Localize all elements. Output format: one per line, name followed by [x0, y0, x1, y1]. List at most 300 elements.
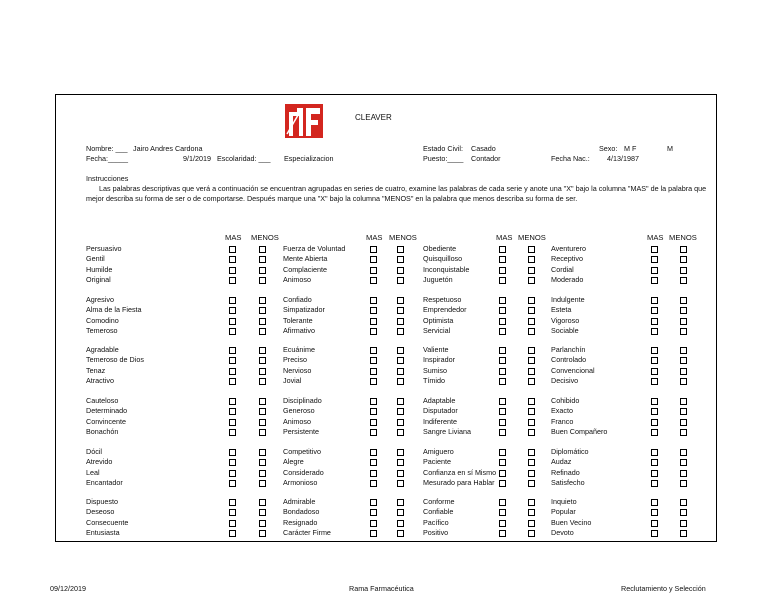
menos-checkbox[interactable] [680, 398, 687, 405]
word-label: Controlado [551, 355, 587, 365]
menos-checkbox[interactable] [259, 328, 266, 335]
word-label: Convencional [551, 365, 595, 375]
menos-checkbox[interactable] [680, 449, 687, 456]
mas-column-header: MAS [225, 233, 242, 242]
menos-checkbox[interactable] [528, 398, 535, 405]
menos-checkbox[interactable] [680, 419, 687, 426]
fecha-nac-label: Fecha Nac.: [551, 154, 590, 163]
mas-checkbox[interactable] [499, 307, 506, 314]
mas-checkbox[interactable] [651, 267, 658, 274]
menos-checkbox[interactable] [680, 297, 687, 304]
word-label: Positivo [423, 527, 449, 537]
menos-checkbox[interactable] [528, 419, 535, 426]
form-title: CLEAVER [355, 113, 392, 122]
mas-checkbox[interactable] [651, 277, 658, 284]
menos-column-header: MENOS [389, 233, 417, 242]
mas-checkbox[interactable] [370, 368, 377, 375]
mas-checkbox[interactable] [370, 499, 377, 506]
word-label: Parlanchín [551, 345, 586, 354]
menos-checkbox[interactable] [397, 530, 404, 537]
mas-checkbox[interactable] [499, 277, 506, 284]
mas-checkbox[interactable] [229, 449, 236, 456]
menos-checkbox[interactable] [528, 357, 535, 364]
menos-checkbox[interactable] [259, 318, 266, 325]
menos-checkbox[interactable] [680, 520, 687, 527]
menos-checkbox[interactable] [397, 307, 404, 314]
word-label: Confiado [283, 295, 312, 304]
menos-checkbox[interactable] [528, 328, 535, 335]
word-label: Aventurero [551, 244, 587, 253]
mas-column-header: MAS [496, 233, 513, 242]
menos-checkbox[interactable] [680, 328, 687, 335]
mas-checkbox[interactable] [370, 277, 377, 284]
menos-checkbox[interactable] [680, 318, 687, 325]
word-label: Atractivo [86, 375, 114, 385]
menos-checkbox[interactable] [528, 499, 535, 506]
mas-checkbox[interactable] [651, 307, 658, 314]
mas-checkbox[interactable] [651, 297, 658, 304]
menos-checkbox[interactable] [259, 449, 266, 456]
word-label: Cohibido [551, 396, 580, 405]
word-label: Jovial [283, 375, 302, 385]
mas-checkbox[interactable] [370, 530, 377, 537]
word-label: Sangre Liviana [423, 426, 471, 436]
word-label: Cauteloso [86, 396, 119, 405]
menos-checkbox[interactable] [259, 246, 266, 253]
menos-checkbox[interactable] [680, 499, 687, 506]
mas-checkbox[interactable] [370, 318, 377, 325]
mas-checkbox[interactable] [229, 328, 236, 335]
menos-checkbox[interactable] [397, 470, 404, 477]
word-label: Emprendedor [423, 305, 467, 315]
mas-checkbox[interactable] [229, 267, 236, 274]
menos-checkbox[interactable] [528, 378, 535, 385]
menos-checkbox[interactable] [259, 378, 266, 385]
word-label: Determinado [86, 406, 128, 416]
word-label: Bondadoso [283, 507, 320, 517]
menos-checkbox[interactable] [259, 530, 266, 537]
word-label: Afirmativo [283, 325, 315, 335]
menos-checkbox[interactable] [680, 530, 687, 537]
menos-checkbox[interactable] [259, 267, 266, 274]
word-label: Deseoso [86, 507, 115, 517]
menos-checkbox[interactable] [680, 470, 687, 477]
mas-checkbox[interactable] [229, 297, 236, 304]
mas-checkbox[interactable] [370, 307, 377, 314]
menos-checkbox[interactable] [528, 368, 535, 375]
mas-checkbox[interactable] [499, 328, 506, 335]
word-label: Sumiso [423, 365, 447, 375]
word-label: Indiferente [423, 416, 457, 426]
menos-checkbox[interactable] [528, 408, 535, 415]
menos-checkbox[interactable] [680, 480, 687, 487]
menos-checkbox[interactable] [528, 530, 535, 537]
menos-checkbox[interactable] [680, 429, 687, 436]
menos-checkbox[interactable] [397, 449, 404, 456]
word-label: Temeroso de Dios [86, 355, 144, 365]
escolaridad-value: Especializacion [284, 154, 334, 163]
word-label: Consecuente [86, 517, 129, 527]
word-label: Confianza en sí Mismo [423, 467, 497, 477]
word-label: Inconquistable [423, 264, 470, 274]
word-label: Simpatizador [283, 305, 325, 315]
word-label: Refinado [551, 467, 580, 477]
menos-checkbox[interactable] [680, 459, 687, 466]
word-label: Quisquilloso [423, 254, 463, 264]
menos-checkbox[interactable] [528, 307, 535, 314]
mas-checkbox[interactable] [370, 459, 377, 466]
mas-checkbox[interactable] [370, 347, 377, 354]
word-label: Conforme [423, 497, 455, 506]
mas-checkbox[interactable] [651, 328, 658, 335]
sexo-options: M F [624, 144, 637, 153]
menos-checkbox[interactable] [259, 277, 266, 284]
word-label: Franco [551, 416, 574, 426]
word-label: Preciso [283, 355, 307, 365]
mas-checkbox[interactable] [651, 470, 658, 477]
mas-checkbox[interactable] [370, 520, 377, 527]
word-label: Ecuánime [283, 345, 315, 354]
word-label: Dispuesto [86, 497, 118, 506]
word-label: Inspirador [423, 355, 455, 365]
mas-checkbox[interactable] [229, 499, 236, 506]
menos-checkbox[interactable] [680, 277, 687, 284]
word-label: Exacto [551, 406, 573, 416]
word-label: Respetuoso [423, 295, 462, 304]
menos-checkbox[interactable] [397, 368, 404, 375]
menos-checkbox[interactable] [680, 509, 687, 516]
escolaridad-label: Escolaridad: ___ [217, 154, 271, 163]
mas-checkbox[interactable] [229, 429, 236, 436]
menos-checkbox[interactable] [528, 347, 535, 354]
word-label: Indulgente [551, 295, 585, 304]
menos-checkbox[interactable] [259, 509, 266, 516]
mas-checkbox[interactable] [229, 480, 236, 487]
footer-date: 09/12/2019 [50, 584, 86, 593]
word-label: Servicial [423, 325, 451, 335]
mas-checkbox[interactable] [499, 520, 506, 527]
mas-checkbox[interactable] [651, 509, 658, 516]
mas-checkbox[interactable] [499, 256, 506, 263]
nombre-value: Jairo Andres Cardona [133, 144, 203, 153]
mas-checkbox[interactable] [229, 357, 236, 364]
mas-checkbox[interactable] [229, 318, 236, 325]
mas-checkbox[interactable] [370, 378, 377, 385]
menos-checkbox[interactable] [528, 509, 535, 516]
menos-checkbox[interactable] [528, 277, 535, 284]
menos-checkbox[interactable] [259, 357, 266, 364]
word-label: Satisfecho [551, 477, 585, 487]
word-label: Sociable [551, 325, 579, 335]
mas-checkbox[interactable] [499, 368, 506, 375]
word-label: Buen Compañero [551, 426, 608, 436]
sexo-value: M [667, 144, 673, 153]
mas-checkbox[interactable] [229, 530, 236, 537]
mas-checkbox[interactable] [229, 307, 236, 314]
menos-checkbox[interactable] [528, 256, 535, 263]
menos-checkbox[interactable] [397, 328, 404, 335]
menos-checkbox[interactable] [397, 297, 404, 304]
menos-column-header: MENOS [518, 233, 546, 242]
mas-checkbox[interactable] [229, 378, 236, 385]
mas-checkbox[interactable] [229, 256, 236, 263]
menos-checkbox[interactable] [397, 347, 404, 354]
menos-checkbox[interactable] [528, 297, 535, 304]
nombre-label: Nombre: ___ [86, 144, 128, 153]
mas-checkbox[interactable] [370, 470, 377, 477]
mas-checkbox[interactable] [499, 470, 506, 477]
menos-checkbox[interactable] [528, 267, 535, 274]
word-label: Considerado [283, 467, 324, 477]
fecha-value: 9/1/2019 [183, 154, 211, 163]
mas-checkbox[interactable] [370, 256, 377, 263]
menos-checkbox[interactable] [397, 499, 404, 506]
word-label: Moderado [551, 274, 584, 284]
mas-checkbox[interactable] [229, 408, 236, 415]
mas-checkbox[interactable] [499, 347, 506, 354]
menos-checkbox[interactable] [259, 256, 266, 263]
word-label: Alegre [283, 457, 304, 467]
menos-checkbox[interactable] [397, 398, 404, 405]
word-label: Admirable [283, 497, 316, 506]
word-label: Valiente [423, 345, 449, 354]
mas-checkbox[interactable] [229, 459, 236, 466]
mas-checkbox[interactable] [499, 378, 506, 385]
menos-checkbox[interactable] [680, 307, 687, 314]
mas-checkbox[interactable] [229, 470, 236, 477]
menos-checkbox[interactable] [397, 267, 404, 274]
menos-checkbox[interactable] [397, 277, 404, 284]
menos-checkbox[interactable] [259, 520, 266, 527]
menos-checkbox[interactable] [259, 408, 266, 415]
mas-checkbox[interactable] [229, 419, 236, 426]
menos-checkbox[interactable] [397, 509, 404, 516]
menos-checkbox[interactable] [397, 318, 404, 325]
word-label: Gentil [86, 254, 105, 264]
instructions-heading: Instrucciones [86, 174, 129, 183]
word-label: Paciente [423, 457, 451, 467]
company-logo [285, 104, 323, 138]
word-label: Agresivo [86, 295, 114, 304]
mas-checkbox[interactable] [370, 246, 377, 253]
menos-checkbox[interactable] [259, 307, 266, 314]
word-label: Disciplinado [283, 396, 322, 405]
word-label: Comodino [86, 315, 119, 325]
mas-checkbox[interactable] [651, 459, 658, 466]
mas-checkbox[interactable] [370, 398, 377, 405]
mas-checkbox[interactable] [499, 318, 506, 325]
word-label: Animoso [283, 416, 311, 426]
mas-checkbox[interactable] [229, 277, 236, 284]
word-label: Popular [551, 507, 576, 517]
menos-checkbox[interactable] [397, 256, 404, 263]
menos-checkbox[interactable] [680, 357, 687, 364]
mas-checkbox[interactable] [499, 246, 506, 253]
menos-checkbox[interactable] [397, 429, 404, 436]
menos-checkbox[interactable] [397, 419, 404, 426]
word-label: Leal [86, 467, 100, 477]
menos-checkbox[interactable] [397, 480, 404, 487]
mas-checkbox[interactable] [651, 480, 658, 487]
mas-checkbox[interactable] [651, 408, 658, 415]
mas-column-header: MAS [647, 233, 664, 242]
mas-checkbox[interactable] [499, 429, 506, 436]
menos-checkbox[interactable] [259, 499, 266, 506]
word-label: Dócil [86, 447, 102, 456]
word-label: Inquieto [551, 497, 577, 506]
mas-checkbox[interactable] [229, 520, 236, 527]
mas-checkbox[interactable] [499, 297, 506, 304]
menos-checkbox[interactable] [259, 368, 266, 375]
mas-checkbox[interactable] [651, 378, 658, 385]
menos-column-header: MENOS [251, 233, 279, 242]
mas-checkbox[interactable] [370, 509, 377, 516]
menos-checkbox[interactable] [680, 267, 687, 274]
mas-checkbox[interactable] [370, 297, 377, 304]
mas-checkbox[interactable] [651, 499, 658, 506]
menos-checkbox[interactable] [528, 449, 535, 456]
menos-checkbox[interactable] [528, 318, 535, 325]
mas-checkbox[interactable] [370, 429, 377, 436]
mas-checkbox[interactable] [370, 328, 377, 335]
fecha-label: Fecha:_____ [86, 154, 128, 163]
menos-checkbox[interactable] [259, 398, 266, 405]
mas-checkbox[interactable] [499, 480, 506, 487]
mas-checkbox[interactable] [651, 347, 658, 354]
menos-checkbox[interactable] [397, 459, 404, 466]
word-label: Confiable [423, 507, 454, 517]
menos-checkbox[interactable] [397, 408, 404, 415]
word-label: Original [86, 274, 111, 284]
word-label: Diplomático [551, 447, 589, 456]
word-label: Juguetón [423, 274, 453, 284]
mas-checkbox[interactable] [499, 357, 506, 364]
mas-checkbox[interactable] [370, 357, 377, 364]
menos-checkbox[interactable] [528, 429, 535, 436]
mas-checkbox[interactable] [229, 398, 236, 405]
word-label: Humilde [86, 264, 113, 274]
mas-checkbox[interactable] [370, 408, 377, 415]
mas-checkbox[interactable] [651, 520, 658, 527]
footer-right: Reclutamiento y Selección [621, 584, 706, 593]
menos-checkbox[interactable] [680, 408, 687, 415]
word-label: Pacífico [423, 517, 449, 527]
menos-column-header: MENOS [669, 233, 697, 242]
menos-checkbox[interactable] [397, 378, 404, 385]
mas-checkbox[interactable] [651, 429, 658, 436]
menos-checkbox[interactable] [528, 480, 535, 487]
word-label: Optimista [423, 315, 454, 325]
mas-checkbox[interactable] [499, 459, 506, 466]
word-label: Tolerante [283, 315, 313, 325]
word-label: Convincente [86, 416, 126, 426]
menos-checkbox[interactable] [259, 419, 266, 426]
word-label: Decisivo [551, 375, 579, 385]
word-label: Generoso [283, 406, 315, 416]
menos-checkbox[interactable] [680, 256, 687, 263]
word-label: Fuerza de Voluntad [283, 244, 346, 253]
menos-checkbox[interactable] [680, 347, 687, 354]
word-label: Alma de la Fiesta [86, 305, 142, 315]
mas-checkbox[interactable] [651, 318, 658, 325]
mas-checkbox[interactable] [499, 449, 506, 456]
sexo-label: Sexo: [599, 144, 618, 153]
fecha-nac-value: 4/13/1987 [607, 154, 639, 163]
word-label: Vigoroso [551, 315, 580, 325]
mas-checkbox[interactable] [651, 368, 658, 375]
mas-checkbox[interactable] [499, 419, 506, 426]
mas-checkbox[interactable] [651, 246, 658, 253]
mas-checkbox[interactable] [651, 256, 658, 263]
menos-checkbox[interactable] [397, 520, 404, 527]
menos-checkbox[interactable] [259, 429, 266, 436]
estado-civil-value: Casado [471, 144, 496, 153]
word-label: Cordial [551, 264, 574, 274]
mas-checkbox[interactable] [651, 398, 658, 405]
mas-checkbox[interactable] [370, 449, 377, 456]
mas-checkbox[interactable] [499, 530, 506, 537]
mas-checkbox[interactable] [370, 419, 377, 426]
word-label: Armonioso [283, 477, 318, 487]
word-label: Agradable [86, 345, 119, 354]
menos-checkbox[interactable] [680, 246, 687, 253]
menos-checkbox[interactable] [259, 470, 266, 477]
menos-checkbox[interactable] [680, 378, 687, 385]
menos-checkbox[interactable] [397, 357, 404, 364]
mas-checkbox[interactable] [651, 449, 658, 456]
word-label: Persuasivo [86, 244, 122, 253]
puesto-value: Contador [471, 154, 501, 163]
word-label: Resignado [283, 517, 318, 527]
menos-checkbox[interactable] [259, 297, 266, 304]
word-label: Nervioso [283, 365, 312, 375]
mas-checkbox[interactable] [499, 499, 506, 506]
mas-checkbox[interactable] [229, 347, 236, 354]
mas-checkbox[interactable] [229, 246, 236, 253]
menos-checkbox[interactable] [528, 459, 535, 466]
mas-column-header: MAS [366, 233, 383, 242]
word-label: Persistente [283, 426, 319, 436]
menos-checkbox[interactable] [397, 246, 404, 253]
menos-checkbox[interactable] [680, 368, 687, 375]
mas-checkbox[interactable] [499, 408, 506, 415]
menos-checkbox[interactable] [528, 520, 535, 527]
mas-checkbox[interactable] [229, 509, 236, 516]
menos-checkbox[interactable] [259, 347, 266, 354]
menos-checkbox[interactable] [528, 246, 535, 253]
menos-checkbox[interactable] [528, 470, 535, 477]
word-label: Tenaz [86, 365, 106, 375]
mas-checkbox[interactable] [370, 267, 377, 274]
mas-checkbox[interactable] [651, 357, 658, 364]
word-label: Atrevido [86, 457, 113, 467]
mas-checkbox[interactable] [651, 419, 658, 426]
menos-checkbox[interactable] [259, 480, 266, 487]
word-label: Amiguero [423, 447, 454, 456]
mas-checkbox[interactable] [499, 398, 506, 405]
word-label: Mesurado para Hablar [423, 477, 495, 487]
menos-checkbox[interactable] [259, 459, 266, 466]
mas-checkbox[interactable] [370, 480, 377, 487]
word-label: Animoso [283, 274, 311, 284]
mas-checkbox[interactable] [499, 267, 506, 274]
mas-checkbox[interactable] [651, 530, 658, 537]
mas-checkbox[interactable] [229, 368, 236, 375]
mas-checkbox[interactable] [499, 509, 506, 516]
word-label: Competitivo [283, 447, 321, 456]
word-label: Audaz [551, 457, 572, 467]
instructions-text: Las palabras descriptivas que verá a continuación se encuentran agrupadas en series de cuatro, examine las palabras de cada serie y anote una "X" bajo la columna "MAS" de la palabra que mejor describa su forma de ser o de comportarse. Después marque una "X" bajo la columna "MENOS" en la palabra que menos describa su forma de ser. [86, 184, 707, 203]
